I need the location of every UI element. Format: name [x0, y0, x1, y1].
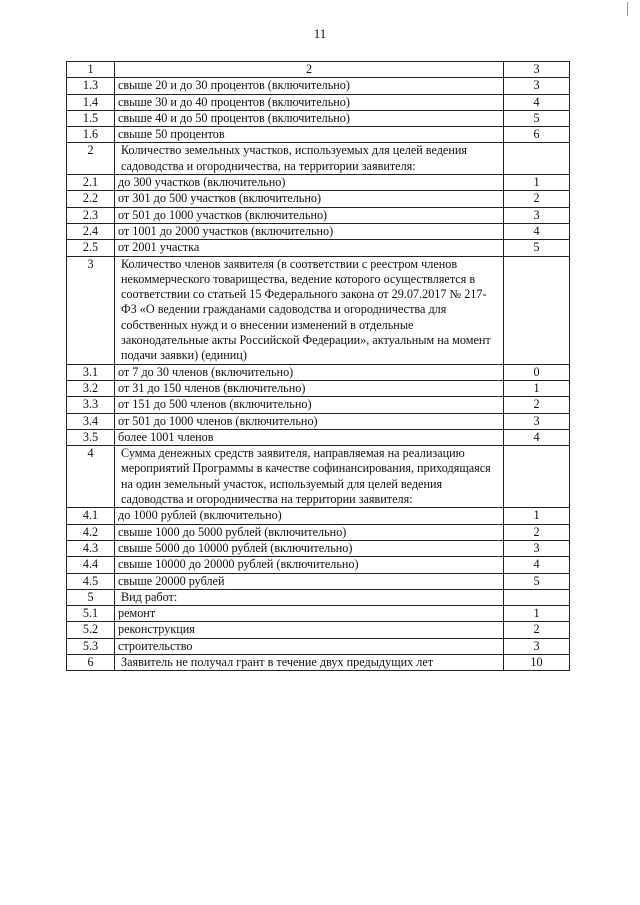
row-criterion: свыше 20 и до 30 процентов (включительно) — [115, 78, 504, 94]
row-number: 4.5 — [67, 573, 115, 589]
row-score: 4 — [504, 429, 570, 445]
table-row — [67, 94, 570, 110]
row-number: 2.5 — [67, 240, 115, 256]
row-score: 3 — [504, 207, 570, 223]
table-row — [67, 380, 570, 396]
row-score — [504, 446, 570, 508]
header-col-3: 3 — [504, 62, 570, 78]
row-score: 5 — [504, 240, 570, 256]
row-score: 10 — [504, 654, 570, 670]
table-row — [67, 397, 570, 413]
row-criterion: свыше 5000 до 10000 рублей (включительно) — [115, 540, 504, 556]
row-score: 2 — [504, 622, 570, 638]
row-criterion: Количество членов заявителя (в соответствии с реестром членов некоммерческого товарищества, ведение которого осуществляется в соответствии со статьей 15 Федерального закона от 29.07.2017 № 217-ФЗ «О ведении гражданами садоводства и огородничества для собственных нужд и о внесении изменений в отдельные законодательные акты Российской Федерации», актуальным на момент подачи заявки) (единиц) — [115, 256, 504, 364]
row-number: 4.4 — [67, 557, 115, 573]
row-criterion: от 501 до 1000 участков (включительно) — [115, 207, 504, 223]
row-score: 1 — [504, 606, 570, 622]
row-criterion: реконструкция — [115, 622, 504, 638]
row-score: 3 — [504, 540, 570, 556]
row-score — [504, 143, 570, 175]
criteria-table-body — [67, 62, 570, 671]
row-criterion: Количество земельных участков, используемых для целей ведения садоводства и огородничества, на территории заявителя: — [115, 143, 504, 175]
table-group-row — [67, 446, 570, 508]
row-score: 1 — [504, 175, 570, 191]
row-number: 2.4 — [67, 223, 115, 239]
table-group-row — [67, 654, 570, 670]
table-row — [67, 207, 570, 223]
row-criterion: от 31 до 150 членов (включительно) — [115, 380, 504, 396]
table-row — [67, 606, 570, 622]
row-number: 2.1 — [67, 175, 115, 191]
row-number: 3.5 — [67, 429, 115, 445]
row-number: 4.3 — [67, 540, 115, 556]
table-row — [67, 78, 570, 94]
row-score: 3 — [504, 413, 570, 429]
table-row — [67, 110, 570, 126]
scan-edge-mark — [627, 2, 628, 16]
table-row — [67, 364, 570, 380]
row-number: 3 — [67, 256, 115, 364]
row-criterion: свыше 50 процентов — [115, 127, 504, 143]
row-criterion: от 151 до 500 членов (включительно) — [115, 397, 504, 413]
table-header-row — [67, 62, 570, 78]
row-score: 4 — [504, 94, 570, 110]
table-row — [67, 622, 570, 638]
page-number: 11 — [313, 26, 327, 41]
row-number: 2.3 — [67, 207, 115, 223]
row-criterion: от 2001 участка — [115, 240, 504, 256]
row-number: 1.6 — [67, 127, 115, 143]
row-number: 3.4 — [67, 413, 115, 429]
header-col-1: 1 — [67, 62, 115, 78]
row-number: 5.1 — [67, 606, 115, 622]
row-number: 5.3 — [67, 638, 115, 654]
row-score: 2 — [504, 524, 570, 540]
row-criterion: до 300 участков (включительно) — [115, 175, 504, 191]
row-criterion: свыше 1000 до 5000 рублей (включительно) — [115, 524, 504, 540]
row-number: 4 — [67, 446, 115, 508]
row-criterion: до 1000 рублей (включительно) — [115, 508, 504, 524]
row-number: 3.1 — [67, 364, 115, 380]
row-criterion: Заявитель не получал грант в течение двух предыдущих лет — [115, 654, 504, 670]
row-number: 6 — [67, 654, 115, 670]
row-score — [504, 589, 570, 605]
row-score: 1 — [504, 380, 570, 396]
row-score: 6 — [504, 127, 570, 143]
row-score: 3 — [504, 78, 570, 94]
row-criterion: от 7 до 30 членов (включительно) — [115, 364, 504, 380]
row-score: 3 — [504, 638, 570, 654]
table-row — [67, 524, 570, 540]
criteria-table — [66, 61, 570, 671]
row-score: 2 — [504, 397, 570, 413]
table-row — [67, 175, 570, 191]
row-number: 5 — [67, 589, 115, 605]
row-number: 4.1 — [67, 508, 115, 524]
row-criterion: строительство — [115, 638, 504, 654]
row-number: 4.2 — [67, 524, 115, 540]
row-criterion: Сумма денежных средств заявителя, направляемая на реализацию мероприятий Программы в качестве софинансирования, приходящаяся на один земельный участок, используемый для целей ведения садоводства и огородничества на территории заявителя: — [115, 446, 504, 508]
table-group-row — [67, 143, 570, 175]
row-number: 2.2 — [67, 191, 115, 207]
table-row — [67, 127, 570, 143]
table-group-row — [67, 589, 570, 605]
row-criterion: свыше 10000 до 20000 рублей (включительно) — [115, 557, 504, 573]
row-criterion: свыше 20000 рублей — [115, 573, 504, 589]
table-row — [67, 508, 570, 524]
row-number: 2 — [67, 143, 115, 175]
row-criterion: свыше 40 и до 50 процентов (включительно) — [115, 110, 504, 126]
table-row — [67, 638, 570, 654]
table-row — [67, 191, 570, 207]
table-row — [67, 557, 570, 573]
row-score — [504, 256, 570, 364]
row-number: 3.3 — [67, 397, 115, 413]
row-number: 3.2 — [67, 380, 115, 396]
row-number: 1.5 — [67, 110, 115, 126]
row-score: 4 — [504, 557, 570, 573]
row-number: 5.2 — [67, 622, 115, 638]
row-score: 1 — [504, 508, 570, 524]
row-criterion: от 501 до 1000 членов (включительно) — [115, 413, 504, 429]
header-col-2: 2 — [115, 62, 504, 78]
table-row — [67, 413, 570, 429]
table-row — [67, 540, 570, 556]
row-criterion: свыше 30 и до 40 процентов (включительно) — [115, 94, 504, 110]
row-score: 5 — [504, 110, 570, 126]
table-group-row — [67, 256, 570, 364]
row-score: 4 — [504, 223, 570, 239]
row-score: 5 — [504, 573, 570, 589]
row-criterion: от 301 до 500 участков (включительно) — [115, 191, 504, 207]
row-criterion: Вид работ: — [115, 589, 504, 605]
table-row — [67, 240, 570, 256]
row-criterion: от 1001 до 2000 участков (включительно) — [115, 223, 504, 239]
table-row — [67, 223, 570, 239]
table-row — [67, 429, 570, 445]
row-number: 1.3 — [67, 78, 115, 94]
row-criterion: более 1001 членов — [115, 429, 504, 445]
row-score: 0 — [504, 364, 570, 380]
row-criterion: ремонт — [115, 606, 504, 622]
table-row — [67, 573, 570, 589]
row-number: 1.4 — [67, 94, 115, 110]
row-score: 2 — [504, 191, 570, 207]
